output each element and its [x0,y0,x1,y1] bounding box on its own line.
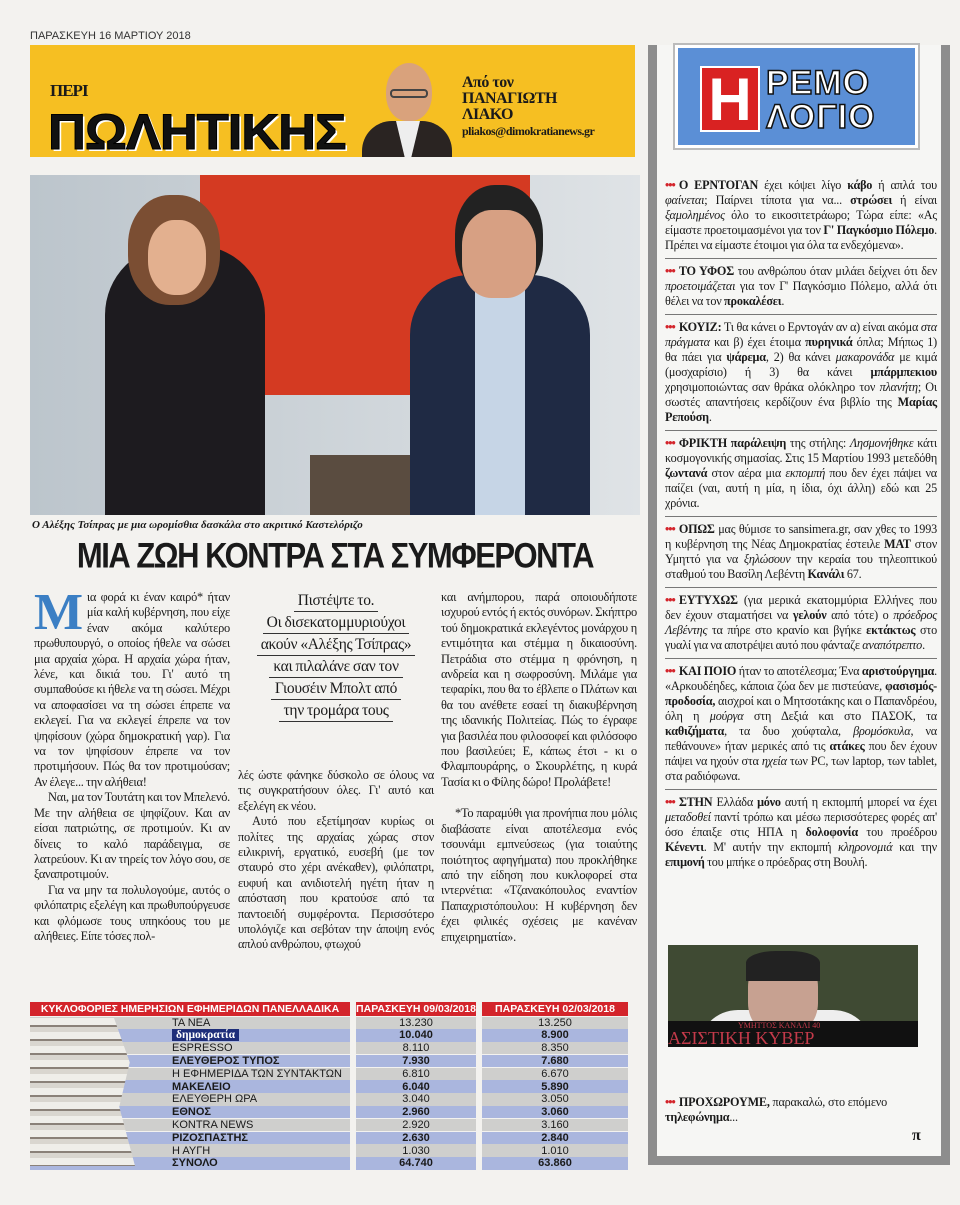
text-run: κάτι κοσμογονικής σημασίας. Στις 15 Μαρτίου 1993 μετεδόθη [665,436,937,465]
circulation-value: 6.670 [541,1067,569,1080]
text-run: στον Υμηττό για να [665,537,938,566]
text-run: Γ' Παγκόσμιο Πόλεμο [823,223,935,237]
logo-line: ΛΟΓΙΟ [766,98,876,136]
text-run: που δεν έχουν πάψει να ηχούν στα [665,739,937,768]
sidebar-item [665,264,937,315]
text-run: ΤΟ ΥΦΟΣ [678,264,734,278]
sidebar-item [665,178,937,259]
table-cell [356,1144,476,1156]
article-headline: ΜΙΑ ΖΩΗ ΚΟΝΤΡΑ ΣΤΑ ΣΥΜΦΕΡΟΝΤΑ [76,535,594,576]
text-run: πρόεδρος Λεβέντης [665,608,937,637]
text-run: αισχροί και ο Μητσοτάκης και ο Παπανδρέου, όλη η [665,694,937,723]
table-cell [482,1029,628,1041]
text-run: γελούν [792,608,827,622]
newspaper-name: ESPRESSO [172,1042,233,1055]
table-cell [356,1068,476,1080]
table-cell [482,1132,628,1144]
text-run: (για μερικά εκατομμύρια Ελλήνες που δεν έχουν σταματήσει να [665,593,937,622]
pull-quote-line: Πιστέψτε το. [294,590,379,612]
circulation-value: 1.010 [541,1144,569,1157]
text-run: Λησμονήθηκε [849,436,914,450]
article-paragraph: Αυτό που εξετίμησαν κυρίως οι πολίτες της αρχαίας χώρας στον ειλικρινή, εργατικό, ευσεβή (με τον σταυρό στο χέρι ανέκαθεν), φιλόπατρι, ευφυή και ανιδιοτελή ηγέτη ήταν η απόσταση που κρατούσε από τα παντοειδή συμφέροντα. Περισσότερο υπολόγιζε και σεβόταν την άποψη ενός απλού ανθρώπου, φτωχού [238,814,434,952]
circulation-value: 7.930 [402,1055,430,1068]
circulation-value: 6.040 [402,1080,430,1093]
table-cell [482,1042,628,1054]
text-run: μπάρμπεκιου [870,365,937,379]
tv-overlay-top: ΥΜΗΤΤΟΣ ΚΑΝΑΛΙ 40 [738,1021,821,1030]
circulation-value: 8.110 [402,1042,430,1055]
bullet-icon: ••• [665,320,675,334]
text-run: φαίνεται [665,193,705,207]
text-run: που δεν έχει πάψει να παίζει (ναι, αυτή η μία, η ίδια, όχι άλλη) εδώ και 25 χρόνια. [665,466,937,510]
article-paragraph: λές ώστε φάνηκε δύσκολο σε όλους να τις συγκρατήσουν όλες. Γι' αυτό και εξελέγη εκ νέου. [238,768,434,813]
newspaper-name: ΤΑ ΝΕΑ [172,1016,211,1029]
text-run: επιμονή [665,855,705,869]
text-run: προκαλέσει [724,294,782,308]
drop-cap: Μ [34,584,83,641]
text-run: χρησιμοποιώντας σαν θράκα ολόκληρο τον [665,380,880,394]
bullet-icon: ••• [665,264,675,278]
byline-line: ΛΙΑΚΟ [462,106,513,123]
newspaper-name: Η ΑΥΓΗ [172,1144,211,1157]
sidebar-logo [675,45,918,148]
circulation-value: 7.680 [541,1055,569,1068]
text-run: 67. [844,567,862,581]
text-run: ηχεία [761,754,787,768]
text-run: ΠΡΟΧΩΡΟΥΜΕ, [678,1095,770,1109]
logo-letter: Η [700,66,760,132]
circulation-value: 5.890 [541,1080,569,1093]
column-header: ΠΑΡΑΣΚΕΥΗ 09/03/2018 [356,1003,476,1015]
circulation-value: 8.900 [541,1029,569,1042]
column-title: ΠΩΛΗΤΙΚΗΣ [48,104,346,160]
text-run: μας θύμισε το sansimera.gr, σαν χθες το 1993 η κυβέρνηση της Νέας Δημοκρατίας έστειλε [665,522,937,551]
bullet-icon: ••• [665,178,675,192]
text-run: Κανάλι [807,567,845,581]
text-run: στον αέρα μια [707,466,786,480]
table-cell [356,1093,476,1105]
bullet-icon: ••• [665,593,675,607]
text-run: εκπομπή [785,466,826,480]
sidebar-items [665,178,937,880]
text-run: ήταν το αποτέλεσμα; Ένα [736,664,862,678]
text-run: πυρηνικά [805,335,853,349]
text-run: κληρονομιά [837,840,893,854]
article-footnote: *Το παραμύθι για προνήπια που μόλις διαβάσατε είναι αποτέλεσμα ενός τσουνάμι εμπνεύσεως (για τοιαύτης ποιότητος αφηγήματα) που προκλήθηκε από την είδηση που κυκλοφορεί στα ιντερνέτια: «Τζανακόπουλος εναντίον Παπαχριστόπουλου: Η κυβέρνηση δεν έχει φιλικές σχέσεις με κανέναν επιχειρηματία». [441,806,637,944]
column-banner [30,45,635,160]
text-run: αναπότρεπτο [862,638,923,652]
text-run: στη Δεξιά και στο ΠΑΣΟΚ, τα [743,709,937,723]
table-header [30,1002,640,1016]
circulation-value: 13.230 [399,1016,433,1029]
newspaper-name: δημοκρατία [172,1029,239,1041]
text-run: του προέδρου [857,825,937,839]
text-run: ... [729,1110,738,1124]
text-run: Ελλάδα [712,795,758,809]
text-run: ΕΥΤΥΧΩΣ [678,593,738,607]
table-cell [482,1093,628,1105]
article-paragraph: Ναι, μα τον Τουτάτη και τον Μπελενό. Με την αλήθεια σε ψηφίζουν. Και αν είσαι πατριώτης, σε προτιμούν. Κι αν δίνεις το καλό παράδειγμα, σε λατρεύουν. Κι αν τηρείς τον λόγο σου, σε ξαναπροτιμούν. [34,790,230,882]
text-run: ατάκες [829,739,865,753]
sidebar-last-item [665,1095,937,1125]
table-cell [482,1068,628,1080]
circulation-value: 64.740 [399,1157,433,1170]
bullet-icon: ••• [665,664,675,678]
text-run: του μπήκε ο πρόεδρας στη Βουλή. [704,855,868,869]
tv-still-image [668,945,918,1047]
bullet-icon: ••• [665,795,675,809]
table-cell [356,1119,476,1131]
pull-quote-line: την τρομάρα τους [279,700,392,722]
text-run: ; Οι σωστές απαντήσεις κερδίζουν ένα βιβλίο της [665,380,937,409]
text-run: δολοφονία [805,825,858,839]
text-run: καθιζήματα [665,724,725,738]
circulation-value: 2.920 [402,1119,430,1132]
sidebar-item [665,320,937,431]
newspaper-name: ΡΙΖΟΣΠΑΣΤΗΣ [172,1131,249,1144]
article-column-3 [441,590,637,945]
table-cell [482,1144,628,1156]
text-run: ; Παίρνει τίποτα για να... [704,193,851,207]
text-run: μεταδοθεί [665,810,711,824]
circulation-value: 63.860 [538,1157,572,1170]
table-cell [482,1055,628,1067]
newspaper-name: Η ΕΦΗΜΕΡΙΔΑ ΤΩΝ ΣΥΝΤΑΚΤΩΝ [172,1067,342,1080]
text-run: , να πεθάνουνε» ήταν μερικές από τις [665,724,937,753]
circulation-value: 1.030 [402,1144,430,1157]
text-run: στα πράγματα [665,320,937,349]
sidebar-item [665,593,937,659]
text-run: ζωντανά [665,466,708,480]
photo-caption: Ο Αλέξης Τσίπρας με μια ωρομίσθια δασκάλα στο ακριτικό Καστελόριζο [32,519,363,531]
article-paragraph: Μια φορά κι έναν καιρό* ήταν μία καλή κυβέρνηση, που είχε έναν ακόμα καλύτερο πρωθυπουργό, ο οποίος ήθελε να σώσει μια αρχαία χώρα. Η αρχαία χώρα ήταν, λένε, και δικιά του. Γι' αυτό τη συμπαθούσε κι ήθελε να τη σώσει. Μέχρι να αποφασίσει να τη σώσει έπρεπε να εκλεγεί. Για να εκλεγεί έπρεπε να τον ψηφίσουν (χώρα δημοκρατική γαρ). Για να τον ψηφίσουν έπρεπε να τον προτιμήσουν. Πώς θα τον προτιμούσαν; Αν έλεγε... την αλήθεια! [34,584,230,789]
pull-quote-line: και πιλαλάνε σαν τον [269,656,402,678]
table-cell [482,1017,628,1029]
newspaper-name: ΣΥΝΟΛΟ [172,1157,218,1170]
text-run: αυτή η εκπομπή μπορεί να έχει [780,795,937,809]
text-run: μακαρονάδα [835,350,895,364]
text-run: βρομόσκυλα [853,724,911,738]
circulation-value: 3.040 [402,1093,430,1106]
table-cell [482,1157,628,1169]
bullet-icon: ••• [665,436,675,450]
circulation-value: 3.160 [541,1119,569,1132]
circulation-value: 13.250 [538,1016,572,1029]
text-run: , τα δυο χούφταλα, [724,724,854,738]
text-run: . Πρέπει να είμαστε έτοιμοι για όλα τα ενδεχόμενα». [665,223,937,252]
text-run: για τον Γ' Παγκόσμιο Πόλεμο, αλλά ότι θέλει να τον [665,279,937,308]
text-run: έχει κόψει λίγο [758,178,848,192]
newspaper-name: ΕΘΝΟΣ [172,1106,211,1119]
text-run: ΜΑΤ [884,537,911,551]
text-run: ξαμολημένος [665,208,725,222]
text-run: στρώσει [850,193,893,207]
text-run: προετοιμάζεται [665,279,736,293]
circulation-value: 2.630 [402,1131,430,1144]
text-run: . [781,294,785,308]
text-run: Τι θα κάνει ο Ερντογάν αν α) είναι ακόμα [721,320,921,334]
article-paragraph: Για να μην τα πολυλογούμε, αυτός ο φιλόπατρις εξελέγη και πρωθυπούργευσε και φλόμωσε τους υπηκόους του με αλήθειες. Είπε τόσες πολ- [34,882,230,943]
author-byline [462,75,594,139]
text-run: των PC, των laptop, των tablet, στα ραδιόφωνα. [665,754,937,783]
byline-line: Από τον [462,74,514,91]
text-run: και β) έχει έτοιμα [709,335,806,349]
table-cell [356,1029,476,1041]
article-photo [30,175,640,515]
text-run: μούργα [709,709,744,723]
text-run: ΚΟΥΙΖ: [678,320,722,334]
table-cell [482,1080,628,1092]
circulation-value: 6.810 [402,1067,430,1080]
table-cell [356,1055,476,1067]
table-cell [356,1106,476,1118]
newspaper-name: KONTRA NEWS [172,1119,254,1132]
text-run: , 2) θα κάνει [765,350,836,364]
column-header: ΠΑΡΑΣΚΕΥΗ 02/03/2018 [482,1002,628,1016]
text-run: ΦΡΙΚΤΗ παράλειψη [678,436,787,450]
text-run: όλο το εικοσιτετράωρο; Τώρα είπε: «Ας είμαστε προετοιμασμένοι για τον [665,208,937,237]
text-run: ψάρεμα [726,350,766,364]
author-signature: π [912,1127,921,1144]
circulation-value: 2.840 [541,1131,569,1144]
text-run: ξηλώσουν [743,552,791,566]
author-email[interactable]: pliakos@dimokratianews.gr [462,124,595,138]
text-run: με κιμά (μοσχαρίσιο) ή 3) θα κάνει [665,350,937,379]
issue-date: ΠΑΡΑΣΚΕΥΗ 16 ΜΑΡΤΙΟΥ 2018 [30,30,191,42]
circulation-value: 8.350 [541,1042,569,1055]
text-run: και την [892,840,937,854]
text-run: αριστούργημα [861,664,935,678]
text-run: όπλα; Μήπως 1) θα πάει για [665,335,937,364]
table-cell [356,1017,476,1029]
pull-quote-line: Οι δισεκατομμυριούχοι [263,612,410,634]
text-run: της στήλης: [786,436,850,450]
author-photo [362,55,452,157]
newspaper-name: ΕΛΕΥΘΕΡΟΣ ΤΥΠΟΣ [172,1055,280,1068]
logo-line: ΡΕΜΟ [766,64,871,102]
newspaper-stack-image [30,1018,135,1166]
sidebar-item [665,436,937,517]
pull-quote-line: ακούν «Αλέξης Τσίπρας» [257,634,416,656]
circulation-value: 3.060 [541,1106,569,1119]
circulation-table [30,1002,640,1170]
article-column-1 [34,584,230,944]
text-run: στο γυαλί για να αποτρέψει αυτό που φάνταζε [665,623,937,652]
text-run: ΟΠΩΣ [678,522,715,536]
text-run: παρακαλώ, στο επόμενο [769,1095,887,1109]
text-run: κάβο [847,178,873,192]
article-column-2 [238,590,434,953]
text-run: του ανθρώπου όταν μιλάει δείχνει ότι δεν [733,264,937,278]
text-run: την κεραία του τηλεοπτικού σταθμού του Βασίλη Λεβέντη [665,552,937,581]
sidebar-item [665,795,937,875]
text-run: ή είναι [892,193,938,207]
text-run: . «Αρκουδέηδες, κάποια ζώα δεν με πιστεύανε, [665,664,937,693]
text-run: μόνο [757,795,781,809]
sidebar-item [665,664,937,790]
text-run: από τότε) ο [826,608,894,622]
text-run: πλανήτη [879,380,918,394]
pull-quote-line: Γιουσέιν Μπολτ από [271,678,401,700]
byline-line: ΠΑΝΑΓΙΩΤΗ [462,90,557,107]
text-run: φασισμός-προδοσία, [665,679,937,708]
newspaper-name: ΜΑΚΕΛΕΙΟ [172,1080,231,1093]
text-run: Κένεντι [665,840,704,854]
table-row [30,1017,640,1029]
text-run: τα πήρε στο κρανίο και βγήκε [707,623,867,637]
table-cell [356,1080,476,1092]
table-title: ΚΥΚΛΟΦΟΡΙΕΣ ΗΜΕΡΗΣΙΩΝ ΕΦΗΜΕΡΙΔΩΝ ΠΑΝΕΛΛΑΔΙΚΑ [30,1002,350,1016]
circulation-value: 3.050 [541,1093,569,1106]
text-run: . Μ' αυτήν την εκπομπή [703,840,838,854]
column-kicker: ΠΕΡΙ [50,81,88,100]
text-run: ΣΤΗΝ [678,795,713,809]
tv-overlay-text: ΑΣΙΣΤΙΚΗ ΚΥΒΕΡ [668,1028,815,1047]
circulation-value: 2.960 [402,1106,430,1119]
text-run: ΚΑΙ ΠΟΙΟ [678,664,737,678]
table-cell [356,1157,476,1169]
text-run: Μαρίας Ρεπούση [665,395,937,424]
text-run: εκτάκτως [866,623,916,637]
newspaper-name: ΕΛΕΥΘΕΡΗ ΩΡΑ [172,1093,258,1106]
table-cell [482,1119,628,1131]
table-cell [482,1106,628,1118]
sidebar-item [665,522,937,588]
text-run: τηλεφώνημα [665,1110,730,1124]
table-cell [356,1132,476,1144]
text-run: παντί τρόπω και μέσω περισσότερες φορές απ' όσο έπαιξε στις ΗΠΑ η [665,810,937,839]
text-run: . [922,638,925,652]
text-run: . [708,410,712,424]
text-run: ή απλά του [872,178,937,192]
circulation-value: 10.040 [399,1029,433,1042]
pull-quote [238,590,434,722]
article-paragraph: και ανήμπορου, παρά οποιουδήποτε ισχυρού εντός ή εκτός συνόρων. Σκήπτρο τού δημοκρατικά εκλεγέντος μονάρχου η εντιμότητα και στέμμα η δικαιοσύνη. Πετράδια στο στέμμα η φρόνηση, η ανδρεία και η σωφροσύνη. Μιλάμε για τεφαρίκι, που θα το έβλεπε ο Πλάτων και θα του ανέθετε εσαεί τη διακυβέρνηση της ιδανικής Πολιτείας. Πώς το έγραφε για βασιλέα που φιλοσοφεί και φιλόσοφο που βασιλεύει; Ε, κάπως έτσι - κι ο Φλαμπουράρης, ο Σκουρλέτης, η κυρά Τασία κι ο Φίλης δώρο! Προλάβετε! [441,590,637,789]
bullet-icon: ••• [665,522,675,536]
text-run: Ο ΕΡΝΤΟΓΑΝ [678,178,759,192]
bullet-icon: ••• [665,1095,675,1109]
table-cell [356,1042,476,1054]
